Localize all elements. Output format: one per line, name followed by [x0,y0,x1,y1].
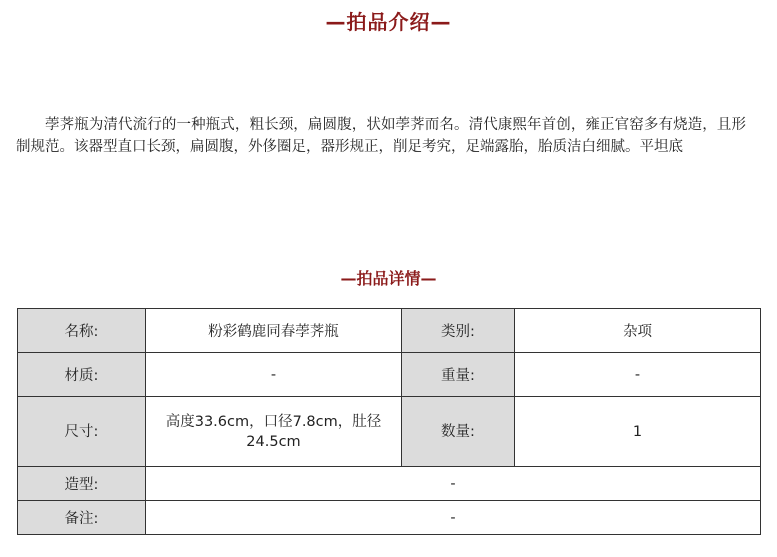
table-row [18,397,761,467]
material-value: - [146,353,402,397]
size-label: 尺寸: [18,397,146,467]
category-label: 类别: [402,309,515,353]
name-value: 粉彩鹤鹿同春荸荠瓶 [146,309,402,353]
remarks-label: 备注: [18,501,146,535]
remarks-value: - [146,501,761,535]
size-value: 高度33.6cm，口径7.8cm，肚径24.5cm [146,397,402,467]
quantity-value: 1 [515,397,761,467]
intro-paragraph: 荸荠瓶为清代流行的一种瓶式，粗长颈，扁圆腹，状如荸荠而名。清代康熙年首创，雍正官窑多有烧造，且形制规范。该器型直口长颈，扁圆腹，外侈圈足，器形规正，削足考究，足端露胎，胎质洁白细腻。平坦底 [16,117,746,155]
material-label: 材质: [18,353,146,397]
table-row [18,353,761,397]
section-title-intro: —拍品介绍— [325,10,452,34]
shape-label: 造型: [18,467,146,501]
shape-value: - [146,467,761,501]
section-title-details: —拍品详情— [340,269,437,288]
name-label: 名称: [18,309,146,353]
details-table [17,308,761,535]
category-value: 杂项 [515,309,761,353]
table-row [18,501,761,535]
table-row [18,467,761,501]
quantity-label: 数量: [402,397,515,467]
weight-label: 重量: [402,353,515,397]
table-row [18,309,761,353]
weight-value: - [515,353,761,397]
